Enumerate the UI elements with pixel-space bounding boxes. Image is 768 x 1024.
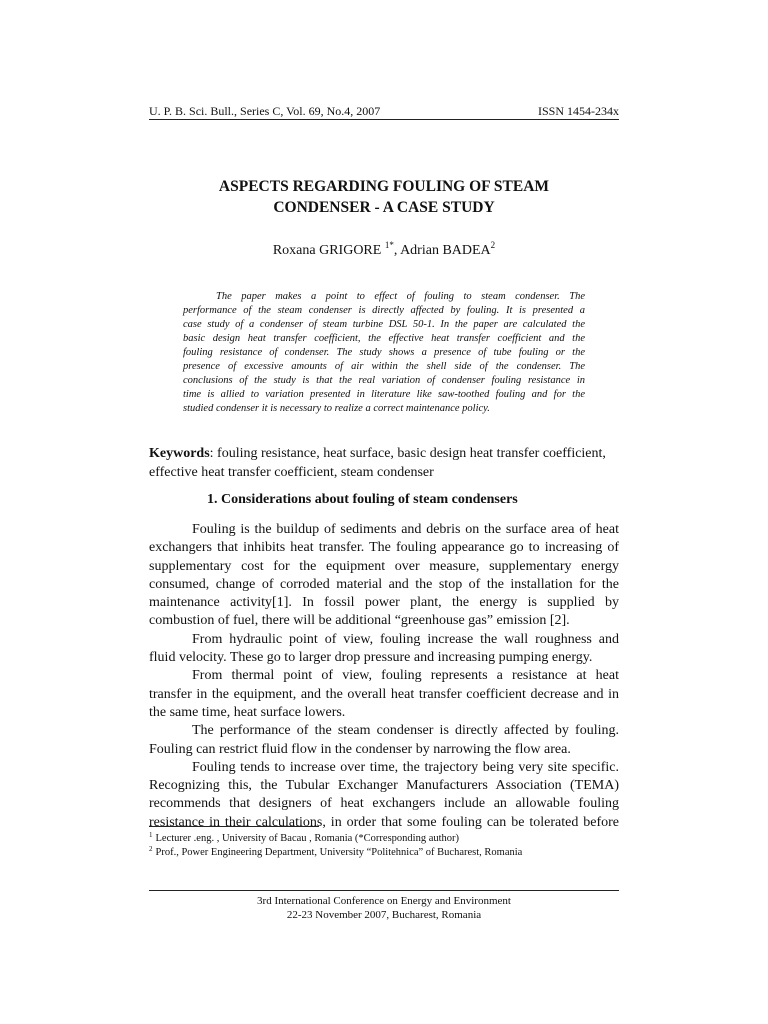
footnote-2 xyxy=(149,846,619,860)
page-footer xyxy=(149,894,619,922)
section-heading: 1. Considerations about fouling of steam condensers xyxy=(207,492,518,507)
author-1-affiliation-mark: 1* xyxy=(384,240,394,250)
body-line: Fouling is the buildup of sediments and debris on the surface area of heat xyxy=(192,522,619,537)
abstract-line: presence of excessive amounts of air within the shell side of the condenser. The xyxy=(183,361,585,372)
footnote-2-mark: 2 xyxy=(149,845,153,853)
footnotes xyxy=(149,832,619,860)
body-line: exchangers that inhibits heat transfer. The fouling appearance go to increasing of xyxy=(149,540,619,556)
author-2-affiliation-mark: 2 xyxy=(490,240,496,250)
footer-date-location: 22-23 November 2007, Bucharest, Romania xyxy=(286,909,482,921)
footnote-1-text: Lecturer .eng. , University of Bacau , Romania (*Corresponding author) xyxy=(155,833,460,844)
body-line: From hydraulic point of view, fouling increase the wall roughness and xyxy=(192,631,619,647)
footnote-1 xyxy=(149,832,619,846)
keywords xyxy=(149,444,619,482)
abstract-line: case study of a condenser of steam turbine DSL 50-1. In the paper are calculated the xyxy=(183,319,585,330)
abstract-line: basic design heat transfer coefficient, the effective heat transfer coefficient and the xyxy=(183,333,585,344)
abstract-line: The paper makes a point to effect of fouling to steam condenser. The xyxy=(216,291,585,302)
keywords-line-1 xyxy=(149,444,619,463)
footer-conference: 3rd International Conference on Energy and Environment xyxy=(257,895,511,907)
footer-rule xyxy=(149,890,619,891)
running-header xyxy=(149,104,619,119)
body-line: fluid velocity. These go to larger drop pressure and increasing pumping energy. xyxy=(149,650,593,666)
keywords-line-2: effective heat transfer coefficient, steam condenser xyxy=(149,465,434,480)
keywords-text: : fouling resistance, heat surface, basic design heat transfer coefficient, xyxy=(209,446,606,461)
abstract xyxy=(183,290,585,416)
body-text xyxy=(149,521,619,832)
footnote-rule xyxy=(149,826,319,827)
body-line: resistance in their calculations, in order that some fouling can be tolerated before xyxy=(149,814,619,830)
author-list xyxy=(149,240,619,259)
issn-label: ISSN 1454-234x xyxy=(537,104,619,118)
body-line: From thermal point of view, fouling represents a resistance at heat xyxy=(192,668,619,684)
body-line: recommends that designers of heat exchangers include an allowable fouling xyxy=(149,796,619,812)
body-line: Fouling tends to increase over time, the trajectory being very site specific. xyxy=(192,759,619,775)
footnote-1-mark: 1 xyxy=(149,831,153,839)
body-line: supplementary cost for the equipment over measure, supplementary energy xyxy=(149,558,619,574)
title-line-2: CONDENSER - A CASE STUDY xyxy=(273,199,495,216)
title-line-1: ASPECTS REGARDING FOULING OF STEAM xyxy=(218,178,550,195)
author-separator: , xyxy=(393,243,401,258)
body-line: transfer in the equipment, and the overall heat transfer coefficient decrease and in xyxy=(149,686,619,702)
body-line: consumed, change of corroded material and the stop of the installation for the xyxy=(149,576,619,592)
body-line: The performance of the steam condenser is directly affected by fouling. xyxy=(192,723,619,739)
body-line: maintenance activity[1]. In fossil power plant, the energy is supplied by xyxy=(149,595,619,611)
journal-citation: U. P. B. Sci. Bull., Series C, Vol. 69, No.4, 2007 xyxy=(149,104,381,118)
abstract-line: time is allied to variation presented in literature like saw-toothed fouling and for the xyxy=(183,389,585,400)
abstract-line: performance of the steam condenser is directly affected by fouling. It is presented a xyxy=(183,305,585,316)
keywords-label: Keywords xyxy=(149,446,210,461)
body-line: Fouling can restrict fluid flow in the condenser by narrowing the flow area. xyxy=(149,741,571,757)
paper-title xyxy=(149,176,619,218)
footnote-2-text: Prof., Power Engineering Department, University “Politehnica” of Bucharest, Romania xyxy=(155,847,523,858)
abstract-line: fouling resistance of condenser. The study shows a presence of tube fouling or the xyxy=(183,347,585,358)
header-rule xyxy=(149,119,619,120)
body-line: combustion of fuel, there will be additional “greenhouse gas” emission [2]. xyxy=(149,613,570,629)
body-line: Recognizing this, the Tubular Exchanger Manufacturers Association (TEMA) xyxy=(149,778,619,794)
body-line: the same time, heat surface lowers. xyxy=(149,704,346,720)
abstract-line: studied condenser it is necessary to realize a correct maintenance policy. xyxy=(183,403,490,414)
author-2-name: Adrian BADEA xyxy=(400,243,491,258)
author-1-name: Roxana GRIGORE xyxy=(272,243,385,258)
abstract-line: conclusions of the study is that the real variation of condenser fouling resistance in xyxy=(183,375,585,386)
